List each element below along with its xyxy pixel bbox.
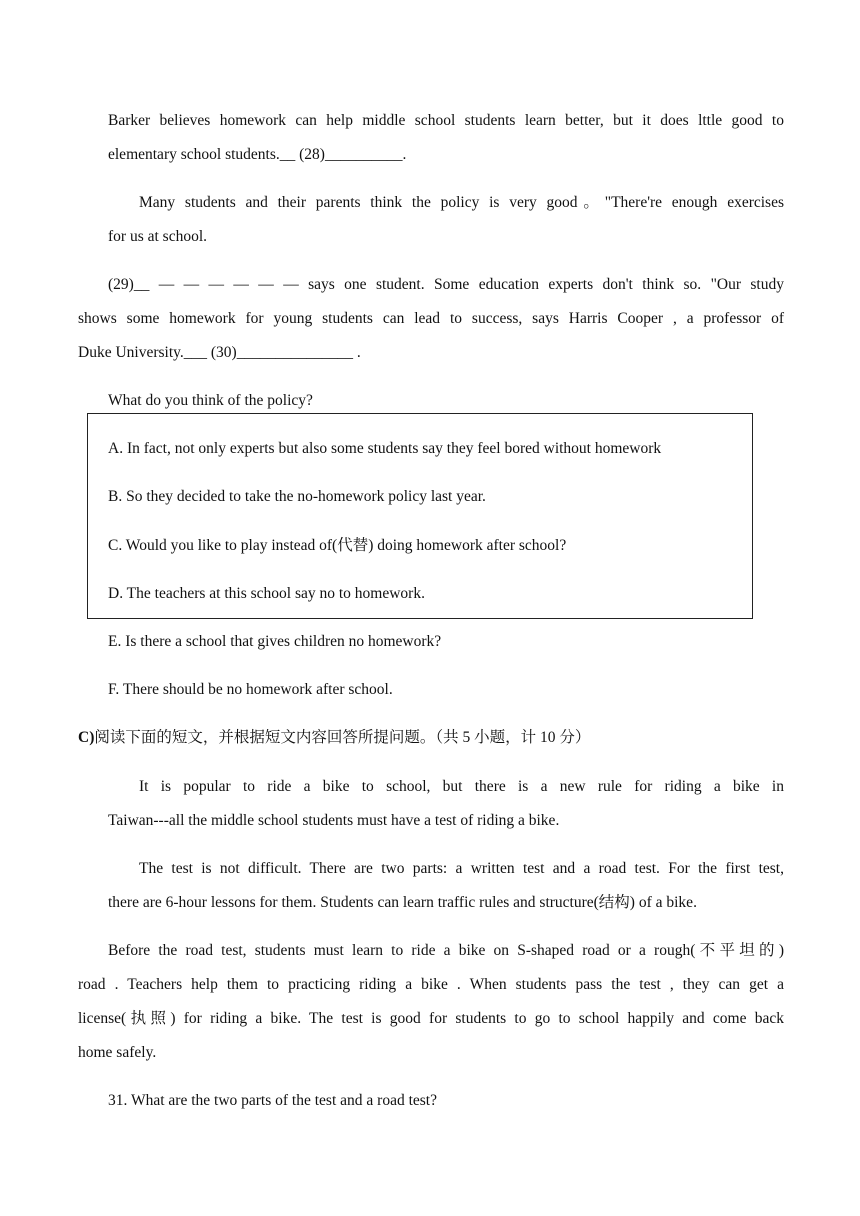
passage-b-p3-line2: shows some homework for young students can lead to success, says Harris Cooper , a professor of — [78, 310, 784, 327]
option-c: C. Would you like to play instead of(代替) doing homework after school? — [108, 537, 567, 554]
section-c-p3-line4: home safely. — [78, 1044, 157, 1061]
section-c-p3-line2: road . Teachers help them to practicing riding a bike . When students pass the test , they can get a — [78, 976, 784, 993]
section-c-p1-line1: It is popular to ride a bike to school, but there is a new rule for riding a bike in — [139, 778, 784, 795]
passage-b-p2-line1: Many students and their parents think the policy is very good。"There're enough exercises — [139, 194, 784, 211]
passage-b-p2-line2: for us at school. — [108, 228, 208, 245]
section-c-p1-line2: Taiwan---all the middle school students must have a test of riding a bike. — [108, 812, 560, 829]
section-c-p2-line2: there are 6-hour lessons for them. Students can learn traffic rules and structure(结构) of a bike. — [108, 894, 697, 911]
option-d: D. The teachers at this school say no to homework. — [108, 585, 425, 602]
section-c-instruction: 阅读下面的短文，并根据短文内容回答所提问题。（共 5 小题，计 10 分） — [94, 729, 591, 746]
section-c-heading — [78, 727, 590, 749]
option-a: A. In fact, not only experts but also some students say they feel bored without homework — [108, 440, 662, 457]
passage-b-p3-line1: (29)__ — — — — — — says one student. Some education experts don't think so. "Our study — [108, 276, 784, 293]
question-31: 31. What are the two parts of the test and a road test? — [108, 1092, 437, 1109]
section-c-p2-line1: The test is not difficult. There are two parts: a written test and a road test. For the first test, — [139, 860, 784, 877]
passage-b-question-line: What do you think of the policy? — [108, 392, 313, 409]
option-b: B. So they decided to take the no-homework policy last year. — [108, 488, 486, 505]
option-e: E. Is there a school that gives children no homework? — [108, 633, 442, 650]
passage-b-p1-line1: Barker believes homework can help middle school students learn better, but it does lttle good to — [108, 112, 784, 129]
section-c-p3-line1: Before the road test, students must learn to ride a bike on S-shaped road or a rough(不平坦的) — [108, 942, 784, 959]
passage-b-p1-line2: elementary school students.__ (28)__________. — [108, 146, 407, 163]
option-f: F. There should be no homework after school. — [108, 681, 393, 698]
passage-b-p3-line3: Duke University.___ (30)_______________ . — [78, 344, 361, 361]
section-c-p3-line3: license(执照) for riding a bike. The test is good for students to go to school happily and come back — [78, 1010, 784, 1027]
section-c-label: C) — [78, 729, 95, 746]
